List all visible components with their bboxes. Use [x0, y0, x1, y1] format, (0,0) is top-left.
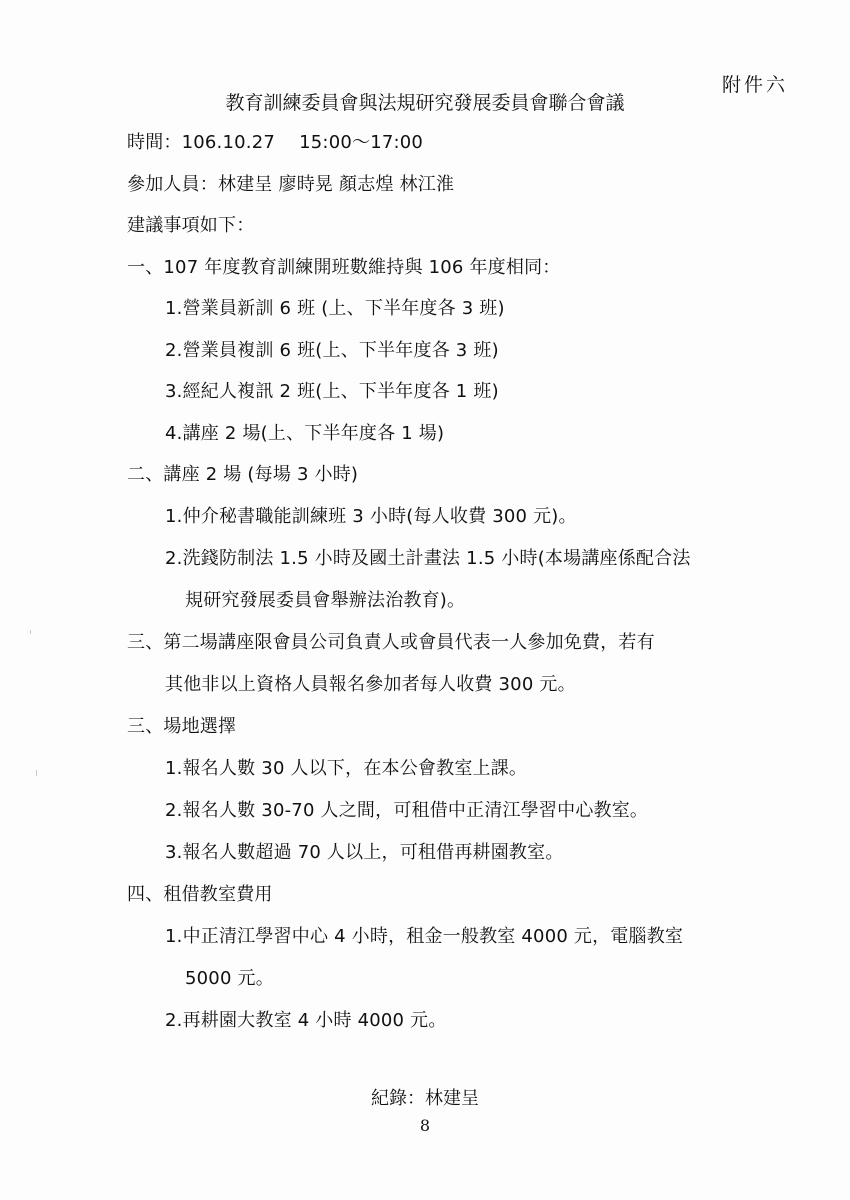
- paragraph-line: 三、第二場講座限會員公司負責人或會員代表一人參加免費，若有: [127, 632, 655, 653]
- list-item: 2.營業員複訓 6 班(上、下半年度各 3 班): [165, 340, 499, 361]
- list-item: 2.洗錢防制法 1.5 小時及國土計畫法 1.5 小時(本場講座係配合法: [165, 548, 691, 569]
- list-item: 1.營業員新訓 6 班 (上、下半年度各 3 班): [165, 298, 505, 319]
- list-item: 1.報名人數 30 人以下，在本公會教室上課。: [165, 758, 528, 779]
- section-heading: 四、租借教室費用: [127, 884, 273, 905]
- list-item: 1.仲介秘書職能訓練班 3 小時(每人收費 300 元)。: [165, 506, 577, 527]
- recorder-signature: 紀錄：林建呈: [371, 1088, 479, 1109]
- recommendations-intro: 建議事項如下：: [127, 215, 255, 236]
- list-item: 2.再耕園大教室 4 小時 4000 元。: [165, 1010, 447, 1031]
- list-item: 1.中正清江學習中心 4 小時，租金一般教室 4000 元，電腦教室: [165, 926, 684, 947]
- section-heading: 二、講座 2 場 (每場 3 小時): [127, 464, 359, 485]
- list-item-continuation: 規研究發展委員會舉辦法治教育)。: [185, 590, 466, 611]
- meeting-attendees: 參加人員：林建呈 廖時晃 顏志煌 林江淮: [127, 174, 455, 195]
- list-item-continuation: 5000 元。: [185, 968, 274, 989]
- list-item: 3.報名人數超過 70 人以上，可租借再耕園教室。: [165, 842, 564, 863]
- section-heading: 三、場地選擇: [127, 716, 237, 737]
- scan-speck: [36, 770, 37, 776]
- section-heading: 一、107 年度教育訓練開班數維持與 106 年度相同：: [127, 257, 561, 278]
- list-item: 4.講座 2 場(上、下半年度各 1 場): [165, 423, 445, 444]
- scan-speck: [30, 630, 31, 634]
- page-number: 8: [419, 1116, 431, 1135]
- list-item: 3.經紀人複訊 2 班(上、下半年度各 1 班): [165, 381, 499, 402]
- paragraph-line: 其他非以上資格人員報名參加者每人收費 300 元。: [165, 674, 576, 695]
- meeting-time: 時間：106.10.27 15:00～17:00: [127, 132, 424, 153]
- list-item: 2.報名人數 30-70 人之間，可租借中正清江學習中心教室。: [165, 800, 649, 821]
- meeting-title: 教育訓練委員會與法規研究發展委員會聯合會議: [225, 92, 625, 114]
- annex-label: 附件六: [722, 74, 789, 96]
